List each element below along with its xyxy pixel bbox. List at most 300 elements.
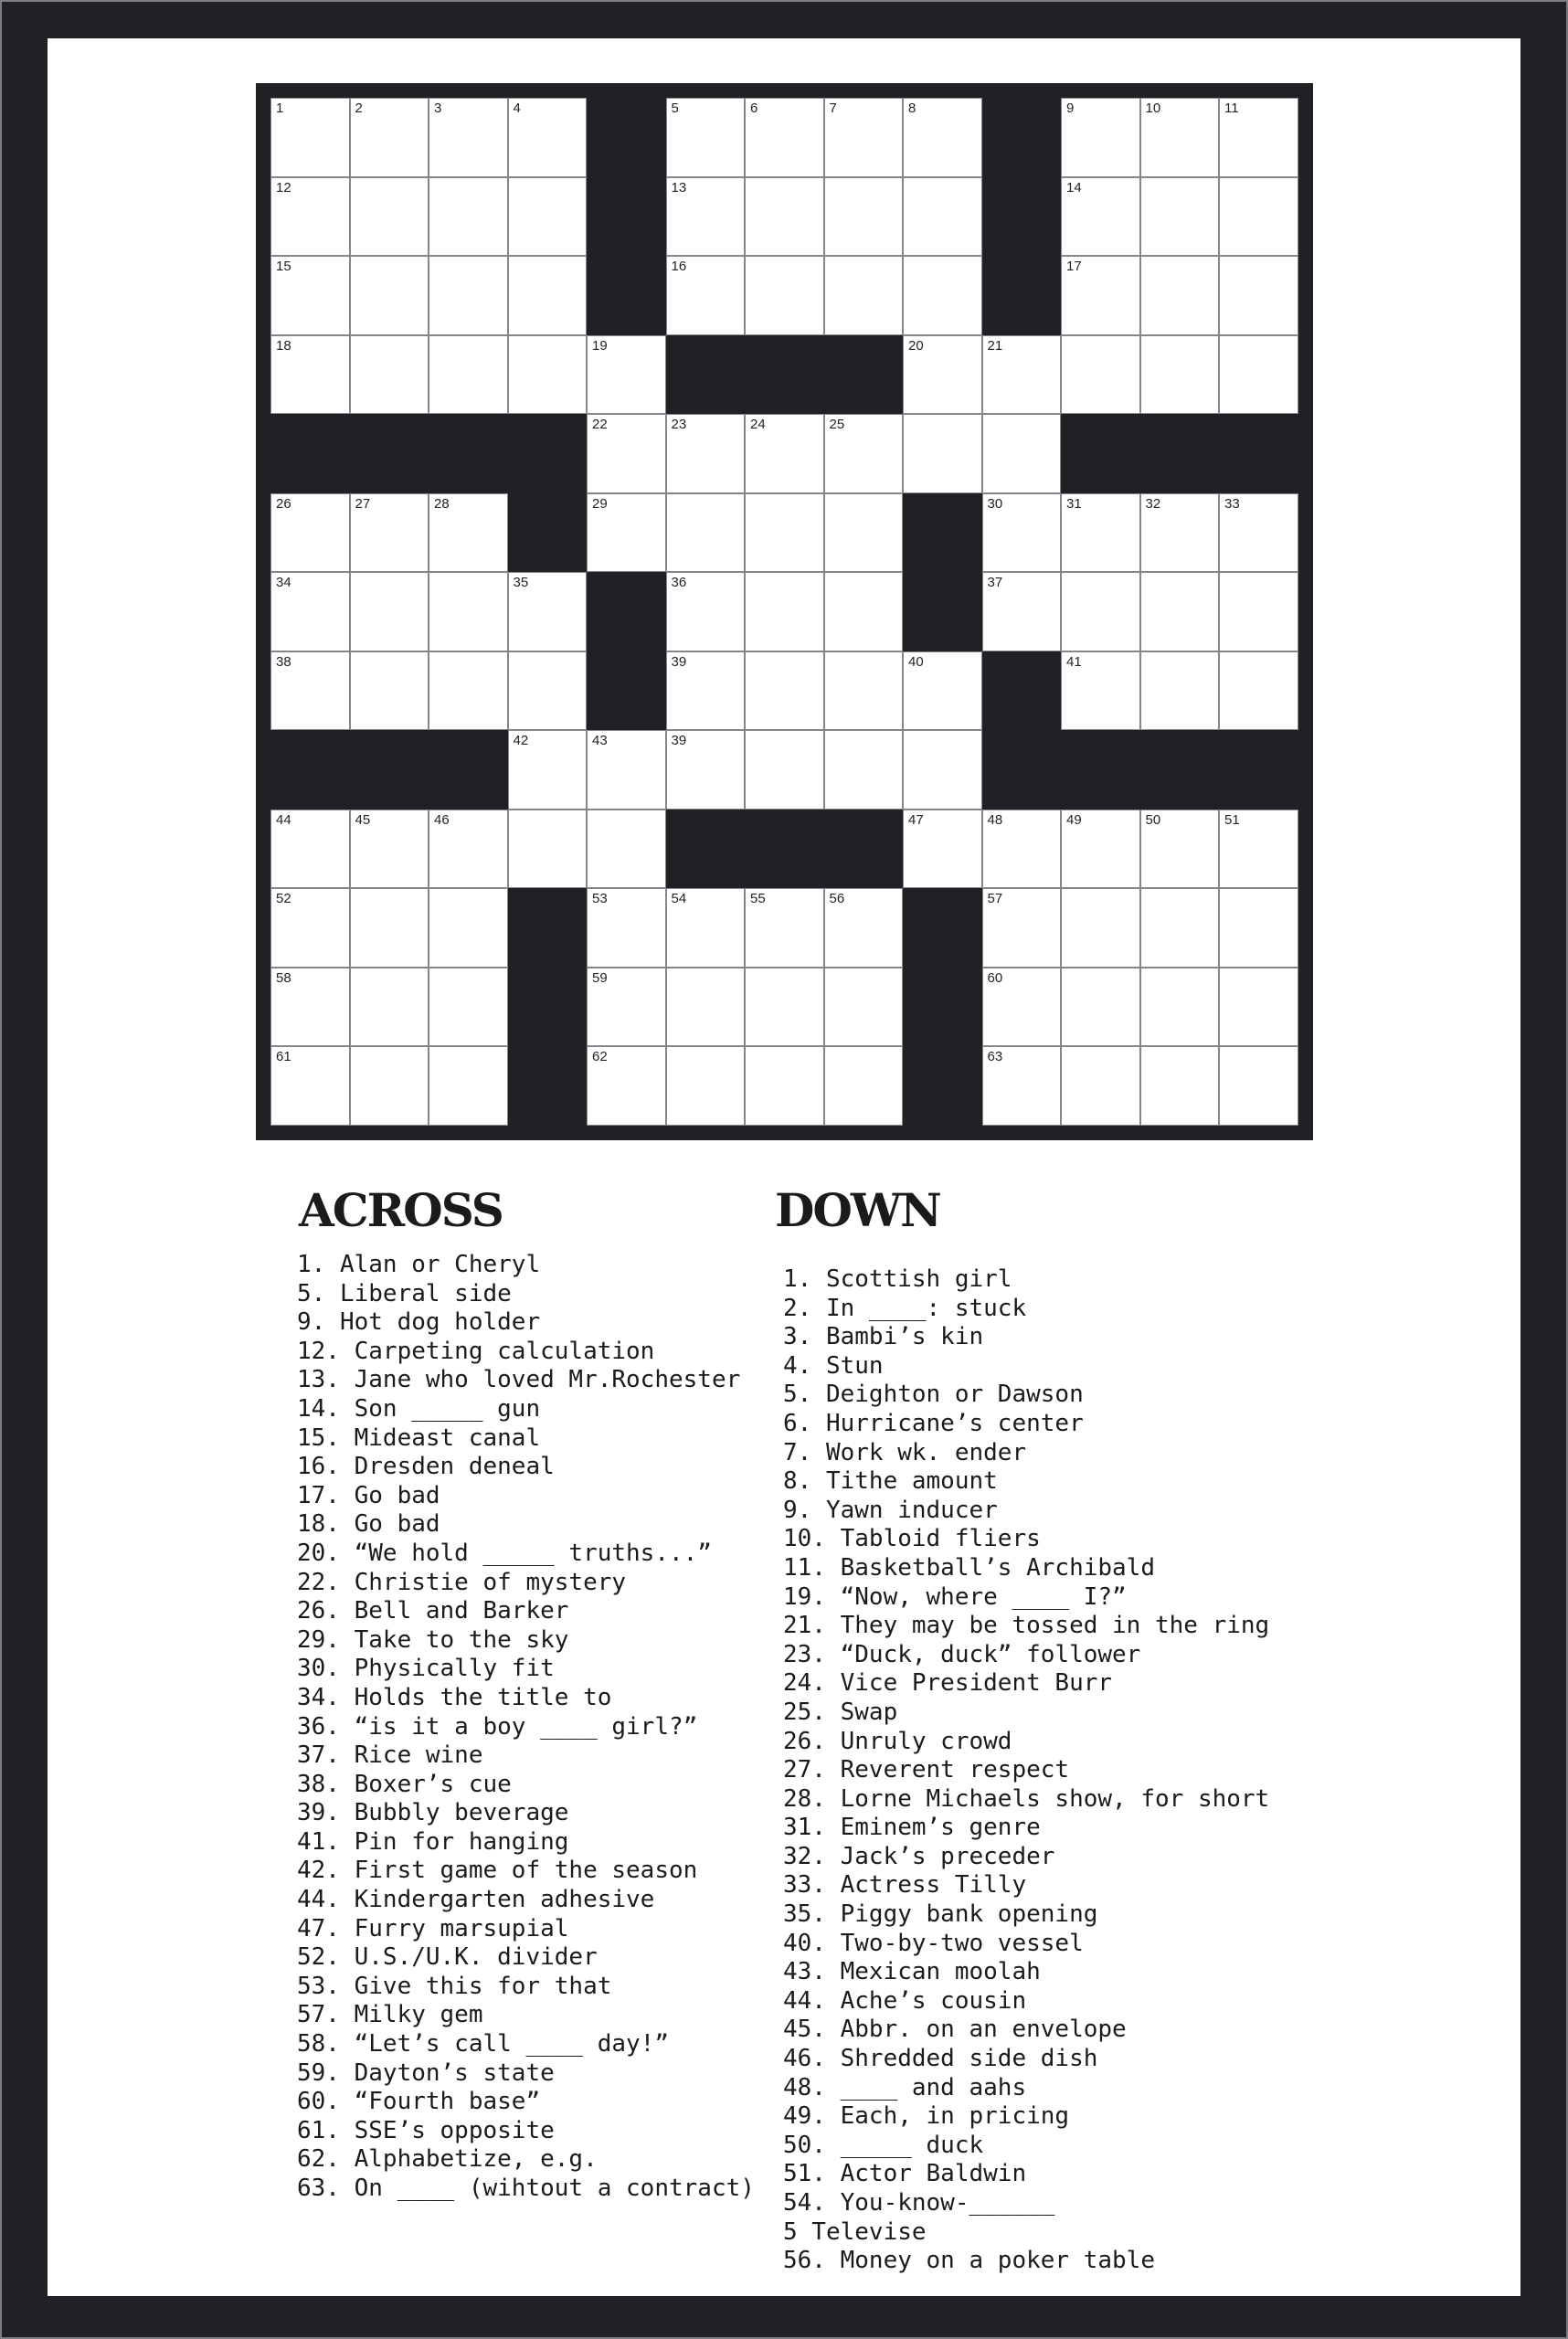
cell-number: 55: [750, 891, 766, 906]
down-clue: 6. Hurricane’s center: [783, 1409, 1084, 1437]
grid-cell-r12c10[interactable]: [982, 968, 1062, 1047]
grid-cell-r5c11-black: [1061, 414, 1140, 493]
grid-cell-r5c1-black: [270, 414, 350, 493]
grid-cell-r9c10-black: [982, 730, 1062, 810]
grid-cell-r7c1[interactable]: [270, 572, 350, 651]
grid-cell-r7c8[interactable]: [824, 572, 904, 651]
grid-cell-r7c6[interactable]: [666, 572, 746, 651]
grid-cell-r4c4[interactable]: [508, 335, 588, 415]
across-clue: 13. Jane who loved Mr.Rochester: [297, 1366, 741, 1394]
across-clue: 47. Furry marsupial: [297, 1914, 569, 1942]
cell-number: 54: [671, 891, 687, 906]
grid-cell-r12c8[interactable]: [824, 968, 904, 1047]
grid-cell-r13c8[interactable]: [824, 1046, 904, 1126]
across-clue: 52. U.S./U.K. divider: [297, 1943, 598, 1972]
grid-cell-r9c5[interactable]: [587, 730, 666, 810]
grid-cell-r10c2[interactable]: [350, 810, 429, 889]
cell-number: 63: [987, 1049, 1003, 1064]
grid-cell-r4c7-black: [745, 335, 824, 415]
grid-cell-r12c6[interactable]: [666, 968, 746, 1047]
grid-cell-r10c13[interactable]: [1219, 810, 1298, 889]
cell-number: 20: [908, 337, 924, 354]
across-clue: 37. Rice wine: [297, 1741, 483, 1770]
cell-number: 47: [908, 811, 924, 828]
grid-cell-r8c4[interactable]: [508, 651, 588, 731]
crossword-grid: [270, 98, 1298, 1126]
cell-number: 8: [908, 101, 916, 116]
cell-number: 32: [1145, 495, 1161, 512]
down-clue: 56. Money on a poker table: [783, 2247, 1155, 2275]
grid-cell-r12c13[interactable]: [1219, 968, 1298, 1047]
grid-cell-r8c6[interactable]: [666, 651, 746, 731]
cell-number: 51: [1224, 811, 1240, 828]
grid-cell-r3c13[interactable]: [1219, 256, 1298, 335]
down-clue: 5. Deighton or Dawson: [783, 1381, 1084, 1409]
grid-cell-r11c9-black: [903, 888, 982, 968]
cell-number: 36: [671, 575, 687, 590]
grid-cell-r6c4-black: [508, 493, 588, 573]
down-clue: 49. Each, in pricing: [783, 2102, 1070, 2131]
cell-number: 44: [276, 811, 291, 828]
grid-cell-r2c6[interactable]: [666, 177, 746, 257]
grid-cell-r8c5-black: [587, 651, 666, 731]
cell-number: 19: [592, 337, 608, 354]
grid-cell-r11c1[interactable]: [270, 888, 350, 968]
grid-cell-r9c8[interactable]: [824, 730, 904, 810]
grid-cell-r12c11[interactable]: [1061, 968, 1140, 1047]
cell-number: 29: [592, 495, 608, 512]
grid-cell-r2c2[interactable]: [350, 177, 429, 257]
cell-number: 49: [1066, 811, 1082, 828]
grid-cell-r11c5[interactable]: [587, 888, 666, 968]
across-clue: 59. Dayton’s state: [297, 2059, 555, 2087]
cell-number: 46: [434, 811, 450, 828]
grid-cell-r12c7[interactable]: [745, 968, 824, 1047]
cell-number: 42: [513, 733, 529, 748]
across-clue: 63. On ____ (wihtout a contract): [297, 2175, 755, 2202]
down-clue: 51. Actor Baldwin: [783, 2160, 1027, 2188]
grid-cell-r12c2[interactable]: [350, 968, 429, 1047]
grid-cell-r6c6[interactable]: [666, 493, 746, 573]
down-clue: 10. Tabloid fliers: [783, 1525, 1041, 1553]
cell-number: 50: [1145, 811, 1161, 828]
grid-cell-r6c3[interactable]: [429, 493, 508, 573]
grid-cell-r12c4-black: [508, 968, 588, 1047]
across-clue: 53. Give this for that: [297, 1972, 612, 2000]
grid-cell-r10c1[interactable]: [270, 810, 350, 889]
cell-number: 13: [671, 179, 687, 196]
grid-cell-r9c9[interactable]: [903, 730, 982, 810]
across-clue: 34. Holds the title to: [297, 1683, 612, 1711]
across-clue: 42. First game of the season: [297, 1857, 698, 1885]
cell-number: 35: [513, 575, 529, 590]
grid-cell-r10c4[interactable]: [508, 810, 588, 889]
down-clue: 31. Eminem’s genre: [783, 1814, 1041, 1842]
grid-cell-r1c12[interactable]: [1140, 98, 1220, 177]
cell-number: 26: [276, 495, 291, 512]
across-clue: 1. Alan or Cheryl: [297, 1251, 541, 1278]
grid-cell-r3c3[interactable]: [429, 256, 508, 335]
cell-number: 11: [1224, 101, 1239, 116]
grid-cell-r7c7[interactable]: [745, 572, 824, 651]
cell-number: 30: [987, 495, 1003, 512]
grid-cell-r3c5-black: [587, 256, 666, 335]
grid-cell-r1c5-black: [587, 98, 666, 177]
grid-cell-r12c5[interactable]: [587, 968, 666, 1047]
grid-cell-r1c7[interactable]: [745, 98, 824, 177]
grid-cell-r4c2[interactable]: [350, 335, 429, 415]
down-clue: 33. Actress Tilly: [783, 1871, 1027, 1900]
down-clue: 46. Shredded side dish: [783, 2045, 1098, 2073]
across-clue: 22. Christie of mystery: [297, 1568, 627, 1596]
grid-cell-r8c2[interactable]: [350, 651, 429, 731]
grid-cell-r8c10-black: [982, 651, 1062, 731]
grid-cell-r5c5[interactable]: [587, 414, 666, 493]
grid-cell-r11c8[interactable]: [824, 888, 904, 968]
down-clue: 5 Televise: [783, 2217, 927, 2246]
grid-cell-r7c13[interactable]: [1219, 572, 1298, 651]
grid-cell-r1c10-black: [982, 98, 1062, 177]
cell-number: 39: [671, 653, 687, 670]
grid-cell-r10c11[interactable]: [1061, 810, 1140, 889]
grid-cell-r10c8-black: [824, 810, 904, 889]
grid-cell-r11c4-black: [508, 888, 588, 968]
grid-cell-r7c9-black: [903, 572, 982, 651]
grid-cell-r6c12[interactable]: [1140, 493, 1220, 573]
cell-number: 23: [671, 417, 687, 432]
grid-cell-r10c10[interactable]: [982, 810, 1062, 889]
grid-cell-r1c13[interactable]: [1219, 98, 1298, 177]
grid-cell-r5c6[interactable]: [666, 414, 746, 493]
grid-cell-r1c9[interactable]: [903, 98, 982, 177]
grid-cell-r3c8[interactable]: [824, 256, 904, 335]
down-clue: 40. Two-by-two vessel: [783, 1929, 1084, 1957]
grid-cell-r4c13[interactable]: [1219, 335, 1298, 415]
grid-cell-r12c12[interactable]: [1140, 968, 1220, 1047]
grid-cell-r8c12[interactable]: [1140, 651, 1220, 731]
grid-cell-r11c11[interactable]: [1061, 888, 1140, 968]
cell-number: 3: [434, 101, 442, 116]
grid-cell-r5c4-black: [508, 414, 588, 493]
across-clue: 36. “is it a boy ____ girl?”: [297, 1712, 698, 1741]
grid-cell-r4c5[interactable]: [587, 335, 666, 415]
grid-cell-r9c3-black: [429, 730, 508, 810]
grid-cell-r2c10-black: [982, 177, 1062, 257]
across-heading: ACROSS: [299, 1183, 503, 1237]
grid-cell-r6c7[interactable]: [745, 493, 824, 573]
grid-cell-r7c5-black: [587, 572, 666, 651]
grid-cell-r5c3-black: [429, 414, 508, 493]
grid-cell-r10c3[interactable]: [429, 810, 508, 889]
grid-cell-r9c7[interactable]: [745, 730, 824, 810]
grid-cell-r7c12[interactable]: [1140, 572, 1220, 651]
across-clue: 57. Milky gem: [297, 2001, 483, 2029]
cell-number: 2: [355, 101, 363, 116]
down-clue: 8. Tithe amount: [783, 1467, 998, 1496]
grid-cell-r13c6[interactable]: [666, 1046, 746, 1126]
grid-cell-r8c13[interactable]: [1219, 651, 1298, 731]
across-clue: 5. Liberal side: [297, 1279, 512, 1307]
across-clue: 29. Take to the sky: [297, 1625, 569, 1654]
down-clue: 27. Reverent respect: [783, 1756, 1070, 1784]
cell-number: 14: [1066, 179, 1082, 196]
grid-cell-r8c3[interactable]: [429, 651, 508, 731]
grid-cell-r9c4[interactable]: [508, 730, 588, 810]
grid-cell-r8c1[interactable]: [270, 651, 350, 731]
grid-cell-r3c2[interactable]: [350, 256, 429, 335]
across-clue: 18. Go bad: [297, 1510, 440, 1539]
down-clue: 24. Vice President Burr: [783, 1669, 1113, 1698]
grid-cell-r6c1[interactable]: [270, 493, 350, 573]
down-clue: 7. Work wk. ender: [783, 1438, 1027, 1466]
grid-cell-r4c11[interactable]: [1061, 335, 1140, 415]
grid-cell-r8c8[interactable]: [824, 651, 904, 731]
grid-cell-r13c10[interactable]: [982, 1046, 1062, 1126]
grid-cell-r10c12[interactable]: [1140, 810, 1220, 889]
grid-cell-r3c6[interactable]: [666, 256, 746, 335]
across-clue: 12. Carpeting calculation: [297, 1337, 655, 1365]
grid-cell-r4c8-black: [824, 335, 904, 415]
cell-number: 17: [1066, 259, 1082, 274]
down-clue: 21. They may be tossed in the ring: [783, 1612, 1270, 1640]
grid-cell-r9c2-black: [350, 730, 429, 810]
down-clue: 4. Stun: [783, 1351, 884, 1380]
cell-number: 31: [1066, 495, 1082, 512]
grid-cell-r12c3[interactable]: [429, 968, 508, 1047]
grid-cell-r8c7[interactable]: [745, 651, 824, 731]
cell-number: 38: [276, 653, 291, 670]
cell-number: 53: [592, 891, 608, 906]
cell-number: 24: [750, 417, 766, 432]
across-clue: 58. “Let’s call ____ day!”: [297, 2030, 669, 2059]
down-clue: 25. Swap: [783, 1698, 898, 1726]
cell-number: 15: [276, 259, 291, 274]
grid-cell-r7c2[interactable]: [350, 572, 429, 651]
grid-cell-r4c9[interactable]: [903, 335, 982, 415]
grid-cell-r11c3[interactable]: [429, 888, 508, 968]
cell-number: 10: [1145, 101, 1161, 116]
grid-cell-r1c6[interactable]: [666, 98, 746, 177]
grid-cell-r9c11-black: [1061, 730, 1140, 810]
grid-cell-r5c13-black: [1219, 414, 1298, 493]
cell-number: 39: [671, 733, 687, 748]
grid-cell-r13c11[interactable]: [1061, 1046, 1140, 1126]
grid-cell-r9c13-black: [1219, 730, 1298, 810]
down-clue: 23. “Duck, duck” follower: [783, 1640, 1141, 1668]
grid-cell-r5c12-black: [1140, 414, 1220, 493]
across-clue: 41. Pin for hanging: [297, 1827, 569, 1856]
cell-number: 58: [276, 969, 291, 986]
grid-cell-r3c10-black: [982, 256, 1062, 335]
down-clue: 3. Bambi’s kin: [783, 1323, 984, 1351]
grid-cell-r2c3[interactable]: [429, 177, 508, 257]
grid-cell-r4c1[interactable]: [270, 335, 350, 415]
down-clue: 43. Mexican moolah: [783, 1958, 1041, 1986]
cell-number: 43: [592, 733, 608, 748]
down-clue: 1. Scottish girl: [783, 1265, 1012, 1293]
grid-cell-r12c9-black: [903, 968, 982, 1047]
cell-number: 48: [987, 811, 1003, 828]
grid-cell-r11c13[interactable]: [1219, 888, 1298, 968]
grid-cell-r13c9-black: [903, 1046, 982, 1126]
down-clue: 26. Unruly crowd: [783, 1727, 1012, 1755]
down-clue: 28. Lorne Michaels show, for short: [783, 1784, 1270, 1813]
grid-cell-r5c10[interactable]: [982, 414, 1062, 493]
cell-number: 22: [592, 417, 608, 432]
grid-cell-r2c7[interactable]: [745, 177, 824, 257]
cell-number: 25: [829, 417, 845, 432]
grid-cell-r3c4[interactable]: [508, 256, 588, 335]
grid-cell-r13c2[interactable]: [350, 1046, 429, 1126]
grid-cell-r10c9[interactable]: [903, 810, 982, 889]
grid-cell-r13c7[interactable]: [745, 1046, 824, 1126]
down-clue-list: [783, 1265, 1269, 2276]
cell-number: 57: [987, 891, 1003, 906]
grid-cell-r2c4[interactable]: [508, 177, 588, 257]
grid-cell-r11c2[interactable]: [350, 888, 429, 968]
cell-number: 7: [829, 101, 837, 116]
grid-cell-r2c13[interactable]: [1219, 177, 1298, 257]
grid-cell-r1c2[interactable]: [350, 98, 429, 177]
across-clue: 9. Hot dog holder: [297, 1308, 541, 1337]
grid-cell-r1c1[interactable]: [270, 98, 350, 177]
grid-cell-r9c12-black: [1140, 730, 1220, 810]
grid-cell-r2c1[interactable]: [270, 177, 350, 257]
cell-number: 6: [750, 101, 758, 116]
grid-cell-r10c7-black: [745, 810, 824, 889]
grid-cell-r4c10[interactable]: [982, 335, 1062, 415]
cell-number: 5: [671, 101, 679, 116]
grid-cell-r5c7[interactable]: [745, 414, 824, 493]
across-clue: 26. Bell and Barker: [297, 1597, 569, 1625]
cell-number: 60: [987, 969, 1003, 986]
grid-cell-r11c12[interactable]: [1140, 888, 1220, 968]
grid-cell-r12c1[interactable]: [270, 968, 350, 1047]
grid-cell-r13c1[interactable]: [270, 1046, 350, 1126]
across-clue: 61. SSE’s opposite: [297, 2116, 555, 2144]
grid-cell-r2c12[interactable]: [1140, 177, 1220, 257]
crossword-puzzle: [256, 83, 1313, 1140]
across-clue: 38. Boxer’s cue: [297, 1770, 512, 1798]
cell-number: 27: [355, 495, 371, 512]
grid-cell-r10c5[interactable]: [587, 810, 666, 889]
cell-number: 33: [1224, 495, 1240, 512]
cell-number: 45: [355, 811, 371, 828]
cell-number: 52: [276, 891, 291, 906]
grid-cell-r7c4[interactable]: [508, 572, 588, 651]
grid-cell-r13c12[interactable]: [1140, 1046, 1220, 1126]
grid-cell-r2c9[interactable]: [903, 177, 982, 257]
grid-cell-r9c6[interactable]: [666, 730, 746, 810]
grid-cell-r1c3[interactable]: [429, 98, 508, 177]
down-clue: 9. Yawn inducer: [783, 1496, 998, 1524]
grid-cell-r4c3[interactable]: [429, 335, 508, 415]
cell-number: 1: [276, 101, 284, 116]
grid-cell-r4c12[interactable]: [1140, 335, 1220, 415]
cell-number: 56: [829, 891, 845, 906]
cell-number: 12: [276, 179, 291, 196]
across-clue: 39. Bubbly beverage: [297, 1799, 569, 1827]
cell-number: 37: [987, 575, 1003, 590]
down-clue: 54. You-know-______: [783, 2189, 1055, 2217]
grid-cell-r5c9[interactable]: [903, 414, 982, 493]
cell-number: 40: [908, 653, 924, 670]
grid-cell-r5c8[interactable]: [824, 414, 904, 493]
down-clue: 44. Ache’s cousin: [783, 1986, 1027, 2015]
across-clue: 16. Dresden deneal: [297, 1453, 555, 1481]
down-clue: 35. Piggy bank opening: [783, 1900, 1098, 1929]
down-clue: 45. Abbr. on an envelope: [783, 2016, 1127, 2044]
cell-number: 28: [434, 495, 450, 512]
across-clue: 15. Mideast canal: [297, 1424, 541, 1452]
grid-cell-r7c11[interactable]: [1061, 572, 1140, 651]
grid-cell-r3c12[interactable]: [1140, 256, 1220, 335]
down-heading: DOWN: [775, 1183, 940, 1237]
grid-cell-r6c2[interactable]: [350, 493, 429, 573]
grid-cell-r5c2-black: [350, 414, 429, 493]
grid-cell-r6c9-black: [903, 493, 982, 573]
across-clue-list: [297, 1251, 755, 2204]
cell-number: 59: [592, 969, 608, 986]
grid-cell-r7c10[interactable]: [982, 572, 1062, 651]
grid-cell-r2c8[interactable]: [824, 177, 904, 257]
cell-number: 62: [592, 1049, 608, 1064]
grid-cell-r2c5-black: [587, 177, 666, 257]
grid-cell-r3c11[interactable]: [1061, 256, 1140, 335]
cell-number: 16: [671, 259, 687, 274]
down-clue: 2. In ____: stuck: [783, 1294, 1027, 1322]
down-clue: 48. ____ and aahs: [783, 2073, 1027, 2101]
grid-cell-r11c10[interactable]: [982, 888, 1062, 968]
down-clue: 50. _____ duck: [783, 2131, 984, 2159]
grid-cell-r6c8[interactable]: [824, 493, 904, 573]
grid-cell-r3c7[interactable]: [745, 256, 824, 335]
grid-cell-r3c1[interactable]: [270, 256, 350, 335]
grid-cell-r9c1-black: [270, 730, 350, 810]
grid-cell-r11c7[interactable]: [745, 888, 824, 968]
grid-cell-r6c5[interactable]: [587, 493, 666, 573]
down-clue: 11. Basketball’s Archibald: [783, 1553, 1155, 1582]
cell-number: 21: [987, 337, 1003, 354]
grid-cell-r4c6-black: [666, 335, 746, 415]
grid-cell-r6c11[interactable]: [1061, 493, 1140, 573]
grid-cell-r13c5[interactable]: [587, 1046, 666, 1126]
across-clue: 30. Physically fit: [297, 1655, 555, 1683]
across-clue: 44. Kindergarten adhesive: [297, 1886, 655, 1914]
grid-cell-r1c8[interactable]: [824, 98, 904, 177]
down-clue: 32. Jack’s preceder: [783, 1842, 1055, 1870]
grid-cell-r13c3[interactable]: [429, 1046, 508, 1126]
grid-cell-r11c6[interactable]: [666, 888, 746, 968]
grid-cell-r8c11[interactable]: [1061, 651, 1140, 731]
cell-number: 41: [1066, 653, 1082, 670]
grid-cell-r6c13[interactable]: [1219, 493, 1298, 573]
cell-number: 18: [276, 337, 291, 354]
grid-cell-r1c4[interactable]: [508, 98, 588, 177]
grid-cell-r7c3[interactable]: [429, 572, 508, 651]
cell-number: 61: [276, 1049, 291, 1064]
grid-cell-r13c13[interactable]: [1219, 1046, 1298, 1126]
down-clue: 19. “Now, where ____ I?”: [783, 1582, 1127, 1611]
grid-cell-r1c11[interactable]: [1061, 98, 1140, 177]
grid-cell-r8c9[interactable]: [903, 651, 982, 731]
grid-cell-r6c10[interactable]: [982, 493, 1062, 573]
grid-cell-r13c4-black: [508, 1046, 588, 1126]
across-clue: 20. “We hold _____ truths...”: [297, 1539, 712, 1567]
grid-cell-r3c9[interactable]: [903, 256, 982, 335]
grid-cell-r2c11[interactable]: [1061, 177, 1140, 257]
across-clue: 60. “Fourth base”: [297, 2088, 541, 2116]
